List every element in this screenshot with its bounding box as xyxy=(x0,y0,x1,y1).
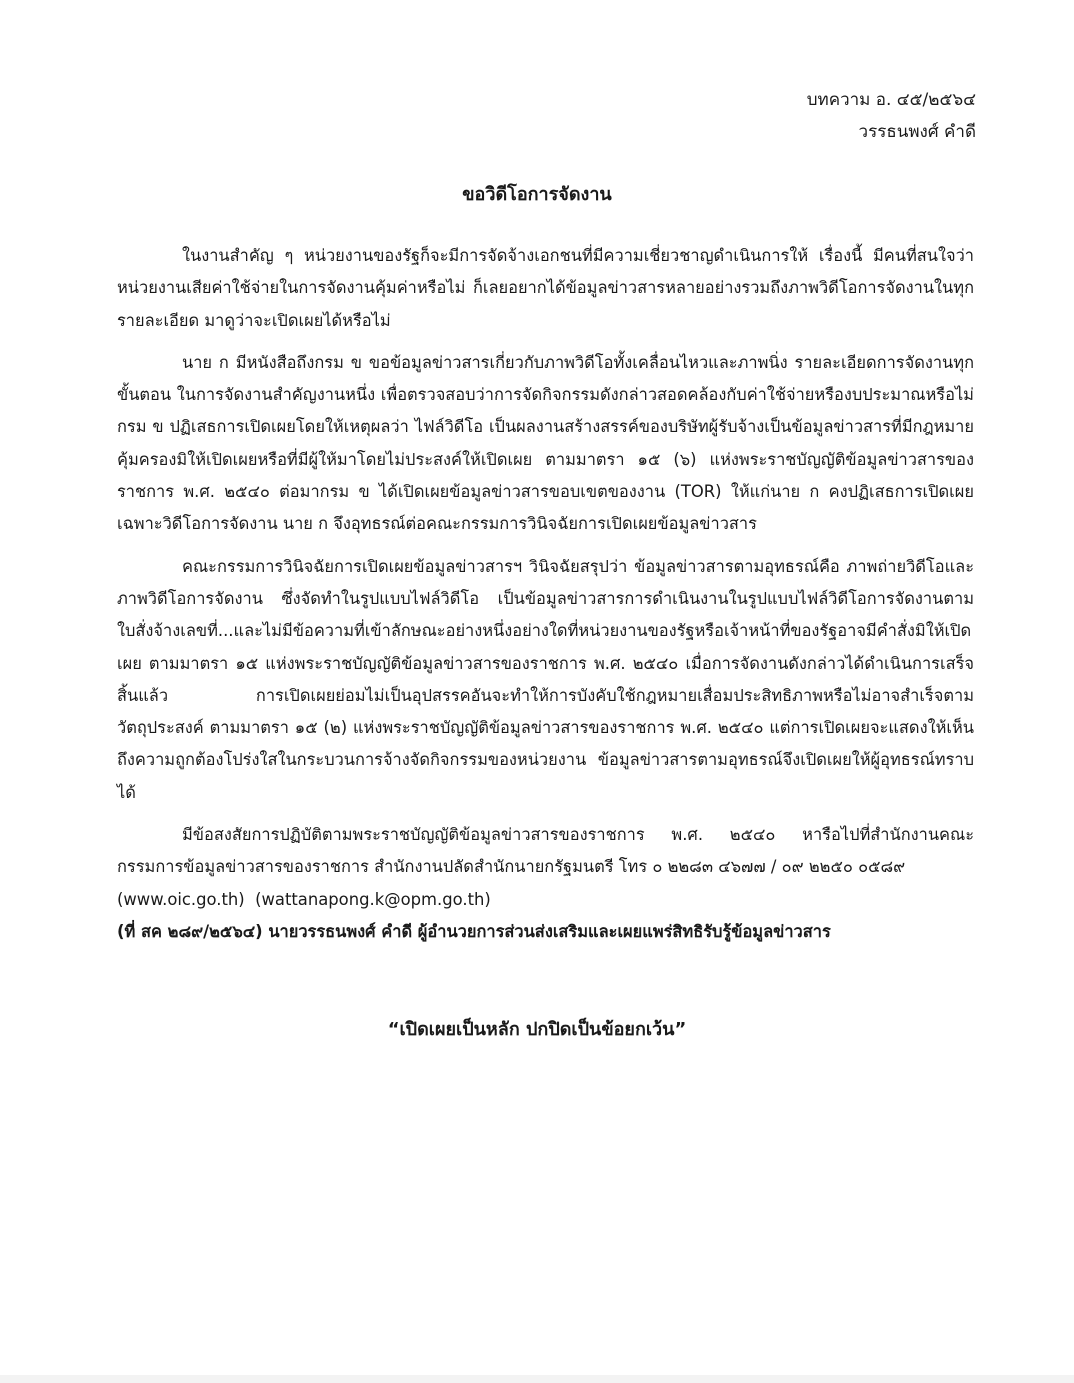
article-header xyxy=(807,84,976,148)
paragraph-request: นาย ก มีหนังสือถึงกรม ข ขอข้อมูลข่าวสารเกี่ยวกับภาพวิดีโอทั้งเคลื่อนไหวและภาพนิ่ง รายละเอียดการจัดงานทุกขั้นตอน ในการจัดงานสำคัญงานหนึ่ง เพื่อตรวจสอบว่าการจัดกิจกรรมดังกล่าวสอดคล้องกับค่าใช้จ่ายหรืองบประมาณหรือไม่ กรม ข ปฏิเสธการเปิดเผยโดยให้เหตุผลว่า ไฟล์วิดีโอ เป็นผลงานสร้างสรรค์ของบริษัทผู้รับจ้างเป็นข้อมูลข่าวสารที่มีกฎหมายคุ้มครองมิให้เปิดเผยหรือที่มีผู้ให้มาโดยไม่ประสงค์ให้เปิดเผย ตามมาตรา ๑๕ (๖) แห่งพระราชบัญญัติข้อมูลข่าวสารของราชการ พ.ศ. ๒๕๔๐ ต่อมากรม ข ได้เปิดเผยข้อมูลข่าวสารขอบเขตของงาน (TOR) ให้แก่นาย ก คงปฏิเสธการเปิดเผยเฉพาะวิดีโอการจัดงาน นาย ก จึงอุทธรณ์ต่อคณะกรรมการวินิจฉัยการเปิดเผยข้อมูลข่าวสาร xyxy=(117,352,974,534)
page-bottom-edge xyxy=(0,1375,1074,1383)
author-name: วรรธนพงศ์ คำดี xyxy=(858,122,976,142)
page-title: ขอวิดีโอการจัดงาน xyxy=(462,184,612,205)
signature-line: (ที่ สค ๒๘๙/๒๕๖๔) นายวรรธนพงศ์ คำดี ผู้อำนวยการส่วนส่งเสริมและเผยแพร่สิทธิรับรู้ข้อมูลข่าวสาร xyxy=(117,921,831,941)
article-number: บทความ อ. ๔๕/๒๕๖๔ xyxy=(806,90,976,110)
paragraph-contact: มีข้อสงสัยการปฏิบัติตามพระราชบัญญัติข้อมูลข่าวสารของราชการ พ.ศ. ๒๕๔๐ หารือไปที่สำนักงานคณะกรรมการข้อมูลข่าวสารของราชการ สำนักงานปลัดสำนักนายกรัฐมนตรี โทร ๐ ๒๒๘๓ ๔๖๗๗ / ๐๙ ๒๒๕๐ ๐๕๘๙ xyxy=(117,825,974,877)
motto: “เปิดเผยเป็นหลัก ปกปิดเป็นข้อยกเว้น” xyxy=(387,1019,687,1040)
article-body xyxy=(117,240,974,948)
website-link[interactable]: (www.oic.go.th) xyxy=(117,889,245,909)
contact-links xyxy=(117,884,974,916)
paragraph-ruling: คณะกรรมการวินิจฉัยการเปิดเผยข้อมูลข่าวสารฯ วินิจฉัยสรุปว่า ข้อมูลข่าวสารตามอุทธรณ์คือ ภาพถ่ายวิดีโอและภาพวิดีโอการจัดงาน ซึ่งจัดทำในรูปแบบไฟล์วิดีโอ เป็นข้อมูลข่าวสารการดำเนินงานในรูปแบบไฟล์วิดีโอการจัดงานตามใบสั่งจ้างเลขที่...และไม่มีข้อความที่เข้าลักษณะอย่างหนึ่งอย่างใดที่หน่วยงานของรัฐหรือเจ้าหน้าที่ของรัฐอาจมีคำสั่งมิให้เปิดเผย ตามมาตรา ๑๕ แห่งพระราชบัญญัติข้อมูลข่าวสารของราชการ พ.ศ. ๒๕๔๐ เมื่อการจัดงานดังกล่าวได้ดำเนินการเสร็จสิ้นแล้ว การเปิดเผยย่อมไม่เป็นอุปสรรคอันจะทำให้การบังคับใช้กฎหมายเสื่อมประสิทธิภาพหรือไม่อาจสำเร็จตามวัตถุประสงค์ ตามมาตรา ๑๕ (๒) แห่งพระราชบัญญัติข้อมูลข่าวสารของราชการ พ.ศ. ๒๕๔๐ แต่การเปิดเผยจะแสดงให้เห็นถึงความถูกต้องโปร่งใสในกระบวนการจ้างจัดกิจกรรมของหน่วยงาน ข้อมูลข่าวสารตามอุทธรณ์จึงเปิดเผยให้ผู้อุทธรณ์ทราบได้ xyxy=(117,556,974,802)
email-link[interactable]: (wattanapong.k@opm.go.th) xyxy=(255,889,491,909)
paragraph-intro: ในงานสำคัญ ๆ หน่วยงานของรัฐก็จะมีการจัดจ้างเอกชนที่มีความเชี่ยวชาญดำเนินการให้ เรื่องนี้ มีคนที่สนใจว่า หน่วยงานเสียค่าใช้จ่ายในการจัดงานคุ้มค่าหรือไม่ ก็เลยอยากได้ข้อมูลข่าวสารหลายอย่างรวมถึงภาพวิดีโอการจัดงานในทุกรายละเอียด มาดูว่าจะเปิดเผยได้หรือไม่ xyxy=(117,246,974,330)
